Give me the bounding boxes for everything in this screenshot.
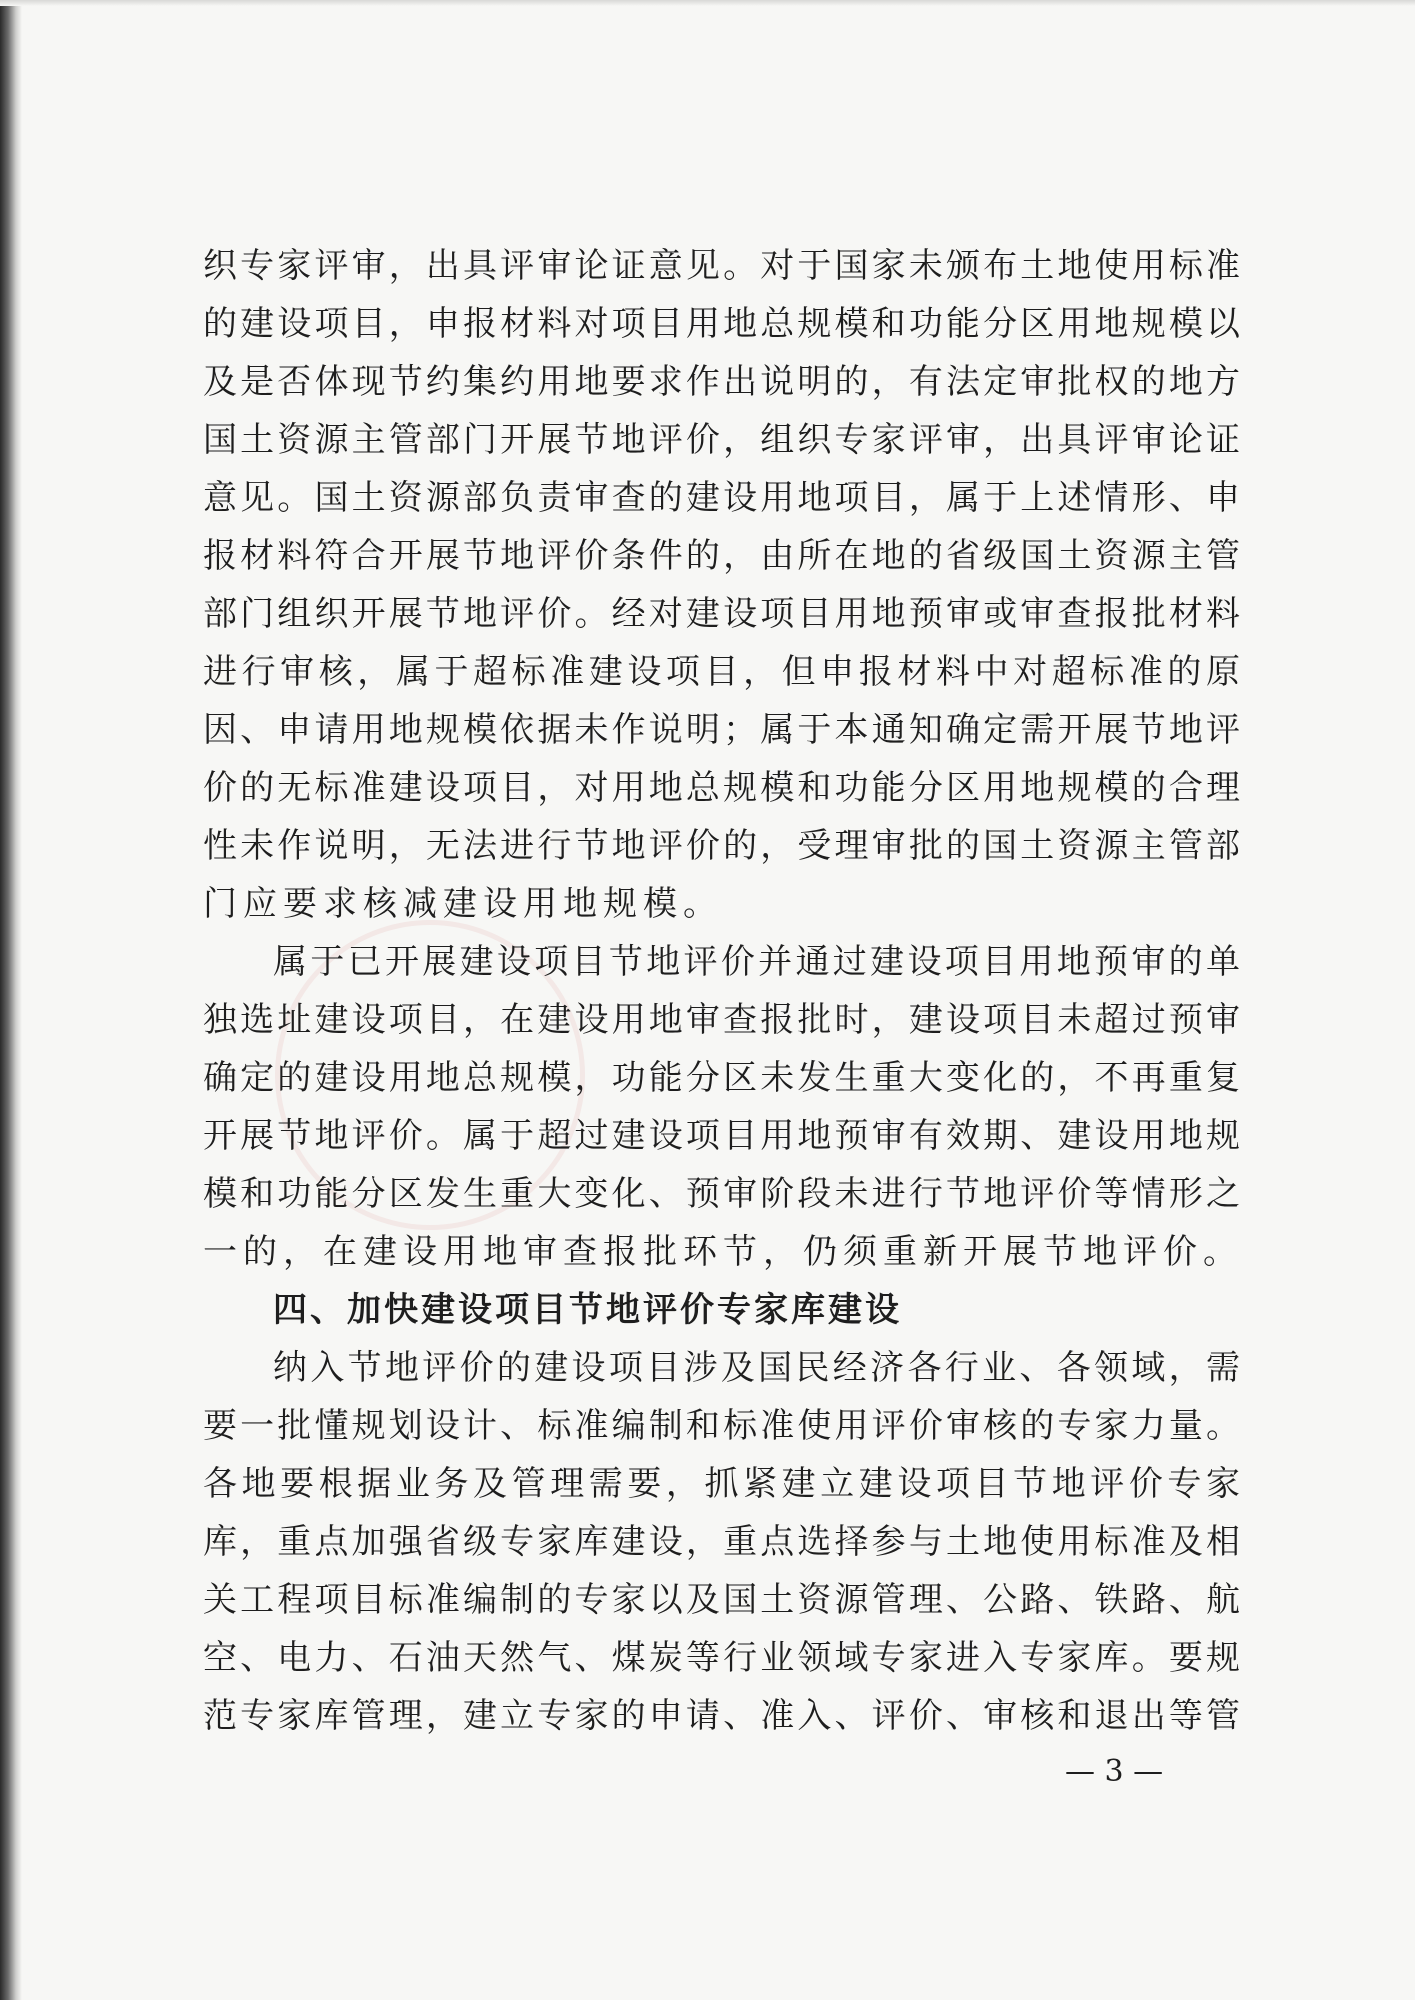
- text-line: 价的无标准建设项目，对用地总规模和功能分区用地规模的合理: [203, 768, 1240, 808]
- text-line: 要一批懂规划设计、标准编制和标准使用评价审核的专家力量。: [203, 1406, 1240, 1446]
- text-line: 门应要求核减建设用地规模。: [203, 884, 723, 924]
- paragraph-2: [203, 933, 1243, 1281]
- page-number: — 3 —: [1065, 1754, 1164, 1789]
- text-line: 空、电力、石油天然气、煤炭等行业领域专家进入专家库。要规: [203, 1638, 1240, 1678]
- text-line: 各地要根据业务及管理需要，抓紧建立建设项目节地评价专家: [203, 1464, 1240, 1504]
- text-line: 范专家库管理，建立专家的申请、准入、评价、审核和退出等管: [203, 1696, 1240, 1736]
- scan-top-edge: [0, 0, 1415, 6]
- text-line: 一的，在建设用地审查报批环节，仍须重新开展节地评价。: [203, 1232, 1243, 1272]
- document-body: [203, 237, 1243, 1745]
- text-line: 意见。国土资源部负责审查的建设用地项目，属于上述情形、申: [203, 478, 1240, 518]
- text-line: 进行审核，属于超标准建设项目，但申报材料中对超标准的原: [203, 652, 1240, 692]
- scan-shadow-edge: [0, 0, 22, 2000]
- text-line: 关工程项目标准编制的专家以及国土资源管理、公路、铁路、航: [203, 1580, 1240, 1620]
- text-line: 的建设项目，申报材料对项目用地总规模和功能分区用地规模以: [203, 304, 1240, 344]
- text-line: 报材料符合开展节地评价条件的，由所在地的省级国土资源主管: [203, 536, 1240, 576]
- text-line: 纳入节地评价的建设项目涉及国民经济各行业、各领域，需: [273, 1348, 1240, 1388]
- section-heading: 四、加快建设项目节地评价专家库建设: [273, 1290, 902, 1330]
- paragraph-3: [203, 1339, 1240, 1745]
- text-line: 模和功能分区发生重大变化、预审阶段未进行节地评价等情形之: [203, 1174, 1240, 1214]
- text-line: 库，重点加强省级专家库建设，重点选择参与土地使用标准及相: [203, 1522, 1240, 1562]
- text-line: 及是否体现节约集约用地要求作出说明的，有法定审批权的地方: [203, 362, 1240, 402]
- text-line: 因、申请用地规模依据未作说明；属于本通知确定需开展节地评: [203, 710, 1240, 750]
- text-line: 属于已开展建设项目节地评价并通过建设项目用地预审的单: [273, 942, 1240, 982]
- text-line: 性未作说明，无法进行节地评价的，受理审批的国土资源主管部: [203, 826, 1240, 866]
- paragraph-1: [203, 237, 1240, 933]
- text-line: 国土资源主管部门开展节地评价，组织专家评审，出具评审论证: [203, 420, 1240, 460]
- text-line: 开展节地评价。属于超过建设项目用地预审有效期、建设用地规: [203, 1116, 1240, 1156]
- text-line: 确定的建设用地总规模，功能分区未发生重大变化的，不再重复: [203, 1058, 1240, 1098]
- text-line: 部门组织开展节地评价。经对建设项目用地预审或审查报批材料: [203, 594, 1240, 634]
- text-line: 独选址建设项目，在建设用地审查报批时，建设项目未超过预审: [203, 1000, 1240, 1040]
- text-line: 织专家评审，出具评审论证意见。对于国家未颁布土地使用标准: [203, 246, 1240, 286]
